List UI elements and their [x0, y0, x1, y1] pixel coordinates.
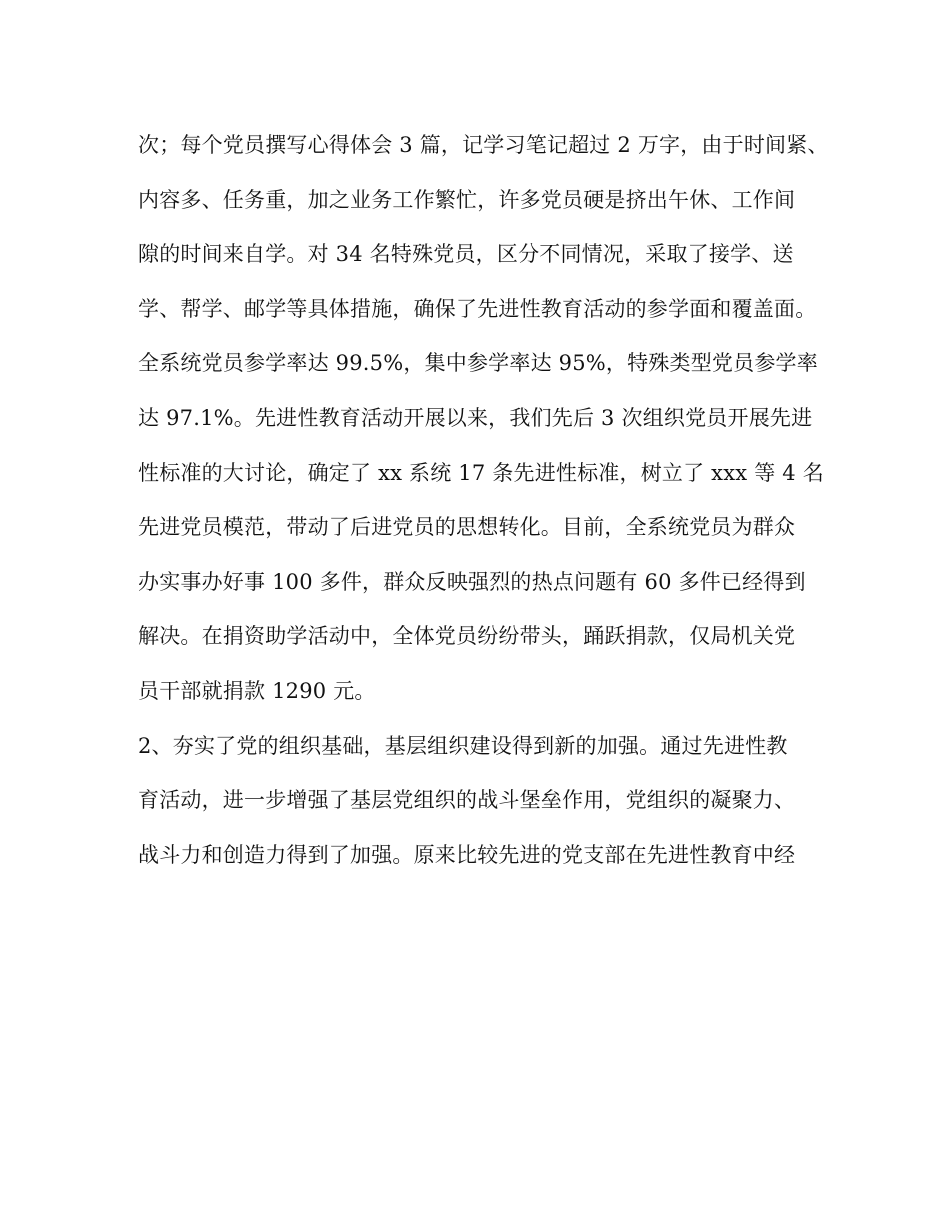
text-line: 育活动，进一步增强了基层党组织的战斗堡垒作用，党组织的凝聚力、 [138, 788, 796, 813]
text-line: 员干部就捐款 1290 元。 [138, 678, 376, 703]
text-line: 先进党员模范，带动了后进党员的思想转化。目前，全系统党员为群众 [138, 515, 796, 540]
text-line: 达 97.1%。先进性教育活动开展以来，我们先后 3 次组织党员开展先进 [138, 405, 813, 430]
text-line: 隙的时间来自学。对 34 名特殊党员，区分不同情况，采取了接学、送 [138, 242, 794, 267]
text-line: 2、夯实了党的组织基础，基层组织建设得到新的加强。通过先进性教 [138, 733, 788, 758]
text-line: 全系统党员参学率达 99.5%，集中参学率达 95%，特殊类型党员参学率 [138, 351, 818, 376]
text-line: 次；每个党员撰写心得体会 3 篇，记学习笔记超过 2 万字，由于时间紧、 [138, 133, 829, 157]
text-line: 内容多、任务重，加之业务工作繁忙，许多党员硬是挤出午休、工作间 [138, 187, 796, 212]
text-line: 学、帮学、邮学等具体措施，确保了先进性教育活动的参学面和覆盖面。 [138, 296, 817, 321]
text-line: 战斗力和创造力得到了加强。原来比较先进的党支部在先进性教育中经 [138, 842, 796, 867]
text-line: 办实事办好事 100 多件，群众反映强烈的热点问题有 60 多件已经得到 [138, 569, 806, 594]
body-text [138, 126, 838, 890]
text-line: 性标准的大讨论，确定了 xx 系统 17 条先进性标准，树立了 xxx 等 4 名 [138, 460, 824, 485]
text-line: 解决。在捐资助学活动中，全体党员纷纷带头，踊跃捐款，仅局机关党 [138, 624, 796, 649]
